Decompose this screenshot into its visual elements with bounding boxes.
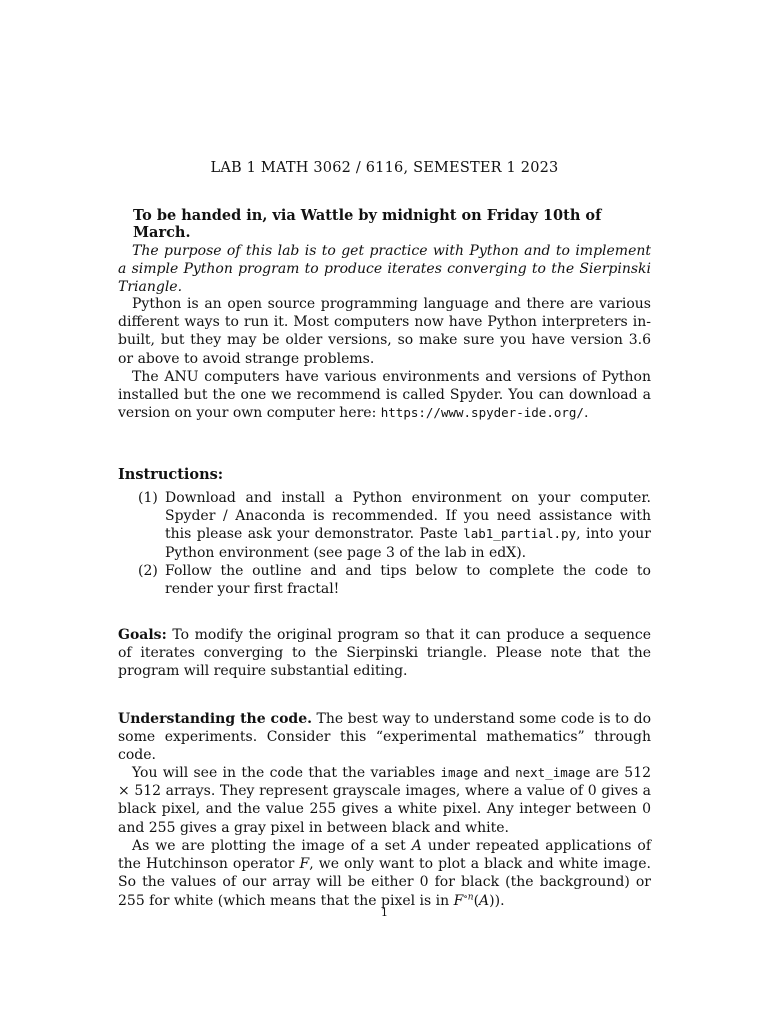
list-item-1-text-start: Download and install a Python environment on your computer. Spyder / Anaconda is recommended. If you need assistance with this please ask your demonstrator. Paste — [165, 490, 651, 543]
understanding-paragraph — [118, 710, 651, 765]
list-item-number: (2) — [138, 562, 158, 579]
body-text: , we only want to plot a black and white image. So the values of our array will be either 0 for black (the background) or 255 for white (which means that the pixel is in — [118, 856, 652, 909]
spyder-url: https://www.spyder-ide.org/ — [380, 405, 584, 421]
next-image-variable: next_image — [515, 765, 591, 780]
list-item-number: (1) — [138, 490, 158, 506]
body-paragraph-1 — [118, 764, 651, 837]
page-number: 1 — [381, 906, 388, 919]
document-page — [118, 0, 651, 1024]
f-iterate-symbol: F — [453, 892, 464, 909]
body-text: under repeated applications of the Hutchinson operator — [118, 838, 652, 873]
set-a-symbol: A — [411, 838, 422, 854]
hand-in-notice: To be handed in, via Wattle by midnight on Friday 10th of March. — [133, 207, 602, 241]
body-text: As we are plotting the image of a set — [132, 838, 412, 854]
body-text: ( — [473, 892, 480, 909]
list-item — [138, 489, 651, 562]
list-item-text — [165, 489, 651, 562]
body-text: and — [478, 765, 516, 781]
understanding-text: The best way to understand some code is to do some experiments. Consider this “experimental mathematics” through code. — [118, 711, 651, 764]
list-item — [138, 562, 651, 598]
instructions-list — [138, 489, 651, 598]
goals-paragraph — [118, 626, 651, 681]
intro-paragraph-1: Python is an open source programming language and there are various different ways to run it. Most computers now have Python interpreters in-built, but they may be older versions, so make sure you have version 3.6 or above to avoid strange problems. — [118, 296, 651, 367]
goals-text: To modify the original program so that it can produce a sequence of iterates converging to the Sierpinski triangle. Please note that the program will require substantial editing. — [118, 627, 651, 680]
body-text: )). — [489, 892, 505, 909]
page-title: LAB 1 MATH 3062 / 6116, SEMESTER 1 2023 — [210, 160, 559, 176]
intro-paragraph-2-text: The ANU computers have various environments and versions of Python installed but the one we recommend is called Spyder. You can download a version on your own computer here: — [118, 369, 651, 422]
list-item-1-text-end: , into your Python environment (see page 3 of the lab in edX). — [165, 526, 651, 561]
goals-label: Goals: — [118, 627, 167, 643]
body-text: You will see in the code that the variables — [132, 765, 441, 781]
set-a-symbol: A — [479, 892, 490, 909]
body-paragraph-2 — [118, 837, 651, 910]
purpose-paragraph: The purpose of this lab is to get practice with Python and to implement a simple Python program to produce iterates converging to the Sierpinski Triangle. — [118, 243, 651, 296]
partial-file-name: lab1_partial.py — [463, 526, 577, 542]
operator-f-symbol: F — [299, 856, 310, 873]
intro-paragraph-2-end: . — [583, 405, 589, 422]
list-item-text: Follow the outline and and tips below to complete the code to render your first fractal! — [165, 562, 651, 598]
understanding-label: Understanding the code. — [118, 711, 312, 727]
image-variable: image — [440, 765, 479, 780]
intro-paragraph-2 — [118, 368, 651, 423]
f-iterate-superscript: ∘n — [463, 891, 474, 902]
body-text: are 512 × 512 arrays. They represent grayscale images, where a value of 0 gives a black pixel, and the value 255 gives a white pixel. Any integer between 0 and 255 gives a gray pixel in between black and white. — [118, 765, 652, 836]
instructions-heading: Instructions: — [118, 466, 224, 483]
